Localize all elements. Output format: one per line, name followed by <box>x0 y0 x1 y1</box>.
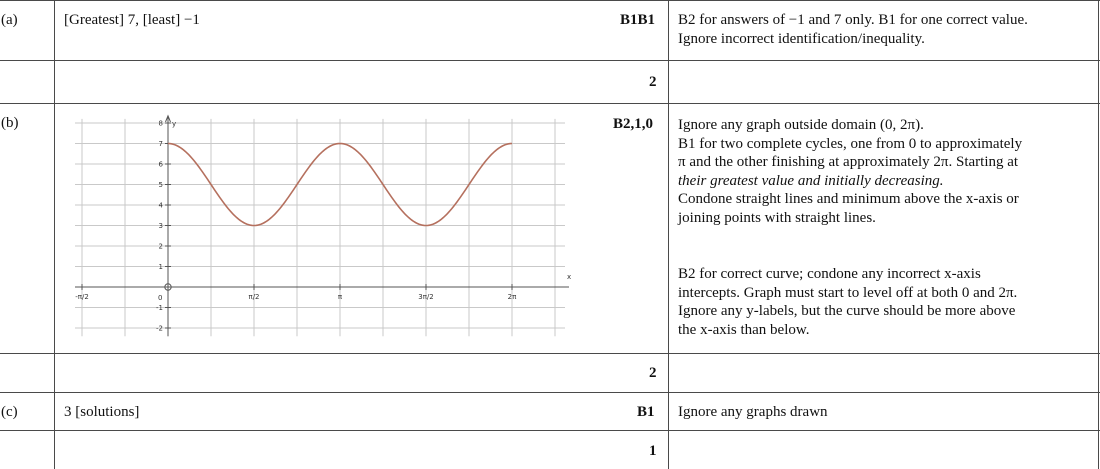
y-tick-label: 4 <box>158 201 163 210</box>
guidance-line: B2 for answers of −1 and 7 only. B1 for one correct value. <box>678 12 1028 28</box>
origin-label: 0 <box>158 294 163 302</box>
row-divider <box>0 430 1100 431</box>
graph-grid <box>75 119 565 336</box>
total-a: 2 <box>649 74 657 90</box>
y-axis-label: y <box>172 120 177 128</box>
row-divider <box>0 103 1100 104</box>
marks-b: B2,1,0 <box>613 116 654 132</box>
part-label-c: (c) <box>1 404 18 420</box>
guidance-line: joining points with straight lines. <box>678 209 876 226</box>
y-tick-label: 3 <box>158 222 163 230</box>
answer-a: [Greatest] 7, [least] −1 <box>64 12 200 28</box>
y-tick-label: -1 <box>156 304 163 312</box>
x-axis-label: x <box>567 273 572 281</box>
marks-a: B1B1 <box>620 12 656 28</box>
guidance-b-second <box>678 265 1017 339</box>
column-divider <box>668 0 669 469</box>
row-divider <box>0 60 1100 61</box>
x-tick-label: π/2 <box>248 293 260 301</box>
answer-c: 3 [solutions] <box>64 404 140 420</box>
table-border <box>1098 0 1099 469</box>
y-tick-label: 5 <box>158 181 163 189</box>
y-tick-label: -2 <box>156 324 163 333</box>
row-divider <box>0 392 1100 393</box>
guidance-line: π and the other finishing at approximately 2π. Starting at <box>678 154 1019 170</box>
guidance-line: Condone straight lines and minimum above the x-axis or <box>678 191 1019 207</box>
guidance-c <box>678 403 828 422</box>
guidance-line: B1 for two complete cycles, one from 0 to approximately <box>678 135 1023 152</box>
x-tick-label: -π/2 <box>75 293 89 301</box>
table-border <box>0 0 1100 1</box>
guidance-line: intercepts. Graph must start to level off at both 0 and 2π. <box>678 284 1018 301</box>
guidance-a <box>678 11 1028 48</box>
y-tick-label: 1 <box>158 263 163 271</box>
guidance-line: Ignore any graph outside domain (0, 2π). <box>678 117 924 133</box>
guidance-line: Ignore any graphs drawn <box>678 404 828 420</box>
guidance-line: their greatest value and initially decreasing. <box>678 172 944 189</box>
guidance-b <box>678 116 1022 227</box>
x-tick-label: 2π <box>507 293 517 301</box>
part-label-a: (a) <box>1 12 18 28</box>
column-divider <box>54 0 55 469</box>
guidance-line: Ignore incorrect identification/inequality. <box>678 30 925 47</box>
guidance-line: B2 for correct curve; condone any incorrect x-axis <box>678 266 981 282</box>
guidance-line: the x-axis than below. <box>678 321 810 338</box>
y-tick-label: 6 <box>158 160 163 169</box>
marks-c: B1 <box>637 404 655 420</box>
total-c: 1 <box>649 443 657 459</box>
cosine-graph <box>60 112 580 352</box>
y-tick-label: 8 <box>158 119 163 128</box>
part-label-b: (b) <box>1 115 19 131</box>
y-tick-label: 7 <box>158 140 163 148</box>
x-tick-label: π <box>337 293 343 301</box>
y-tick-label: 2 <box>158 242 163 251</box>
total-b: 2 <box>649 365 657 381</box>
row-divider <box>0 353 1100 354</box>
guidance-line: Ignore any y-labels, but the curve should be more above <box>678 303 1016 319</box>
x-tick-label: 3π/2 <box>418 293 434 301</box>
